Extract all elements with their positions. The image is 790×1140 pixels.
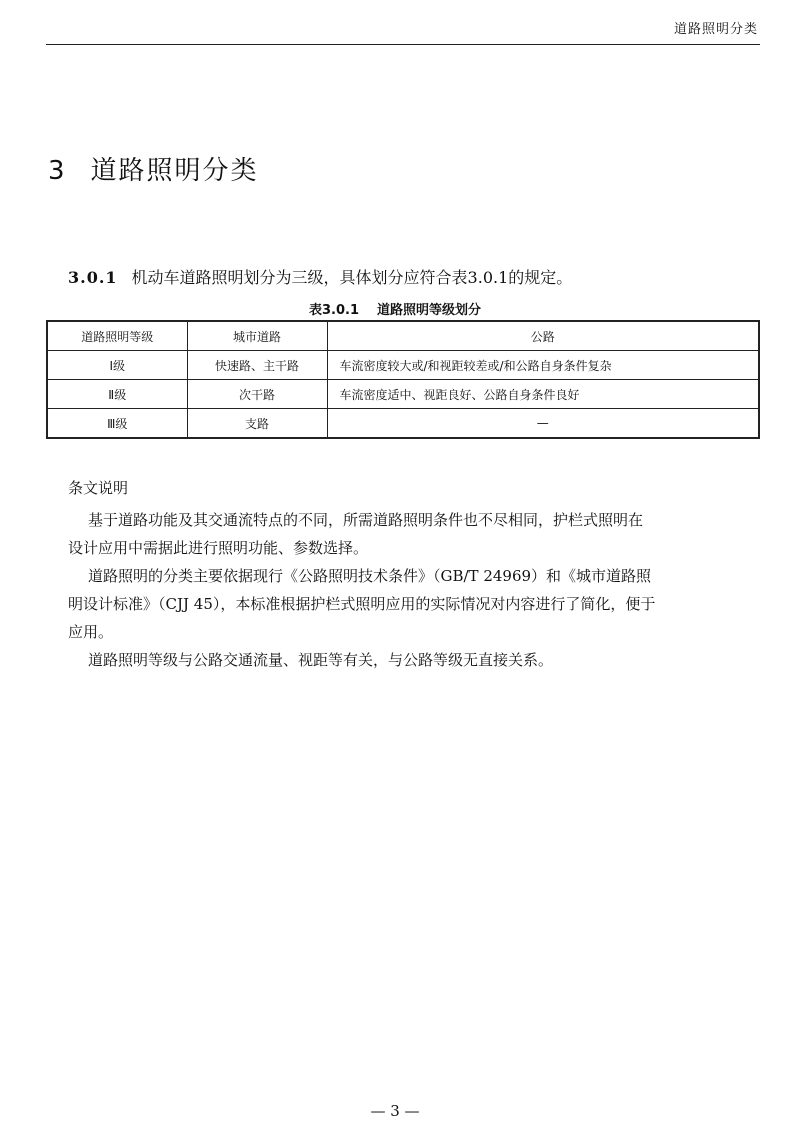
table-row	[47, 409, 759, 439]
notes-paragraph-line: 道路照明的分类主要依据现行《公路照明技术条件》（GB/T 24969）和《城市道路照	[88, 567, 652, 585]
lighting-class-table	[46, 320, 760, 439]
table-header-cell: 公路	[327, 321, 759, 351]
header-rule	[46, 44, 760, 45]
table-cell-grade: Ⅱ级	[47, 380, 187, 409]
table-caption-title: 道路照明等级划分	[377, 303, 482, 318]
table-caption-number: 表3.0.1	[308, 303, 359, 318]
table-cell-urban-road: 快速路、主干路	[187, 351, 327, 380]
notes-paragraph-line: 应用。	[68, 623, 114, 641]
notes-paragraph-line: 设计应用中需据此进行照明功能、参数选择。	[68, 539, 369, 557]
table-cell-highway: —	[327, 409, 759, 439]
clause-number: 3.0.1	[68, 268, 118, 287]
clause-text: 机动车道路照明划分为三级，具体划分应符合表3.0.1的规定。	[131, 268, 573, 287]
table-cell-highway: 车流密度较大或/和视距较差或/和公路自身条件复杂	[327, 351, 759, 380]
table-cell-urban-road: 支路	[187, 409, 327, 439]
table-cell-highway: 车流密度适中、视距良好、公路自身条件良好	[327, 380, 759, 409]
clause-explanation	[68, 474, 762, 674]
chapter-title: 道路照明分类	[90, 156, 259, 186]
table-row	[47, 351, 759, 380]
page-number: — 3 —	[370, 1102, 420, 1120]
table-caption	[0, 299, 790, 318]
table-row	[47, 380, 759, 409]
table-cell-grade: Ⅲ级	[47, 409, 187, 439]
table-header-cell: 道路照明等级	[47, 321, 187, 351]
table-header-cell: 城市道路	[187, 321, 327, 351]
notes-paragraph-line: 基于道路功能及其交通流特点的不同，所需道路照明条件也不尽相同，护栏式照明在	[88, 511, 644, 529]
chapter-heading	[48, 150, 259, 187]
table-cell-grade: Ⅰ级	[47, 351, 187, 380]
table-cell-urban-road: 次干路	[187, 380, 327, 409]
notes-title: 条文说明	[68, 479, 129, 497]
running-header: 道路照明分类	[673, 22, 758, 37]
table-header-row	[47, 321, 759, 351]
chapter-number: 3	[48, 156, 67, 186]
notes-paragraph-line: 明设计标准》（CJJ 45），本标准根据护栏式照明应用的实际情况对内容进行了简化，便于	[68, 595, 656, 613]
notes-paragraph-line: 道路照明等级与公路交通流量、视距等有关，与公路等级无直接关系。	[88, 651, 554, 669]
clause-3-0-1	[68, 265, 572, 288]
